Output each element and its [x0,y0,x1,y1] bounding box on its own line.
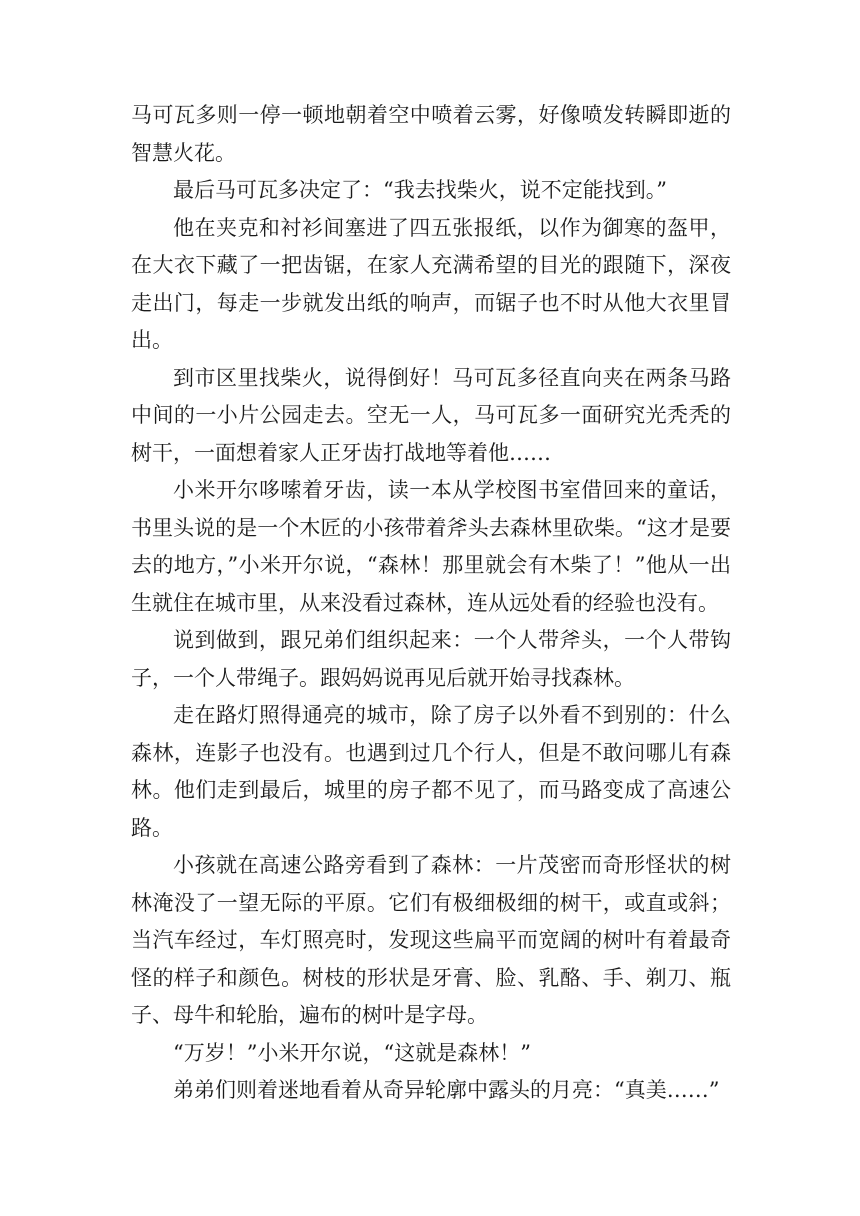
paragraph-8: 小孩就在高速公路旁看到了森林：一片茂密而奇形怪状的树林淹没了一望无际的平原。它们有极细极细的树干，或直或斜；当汽车经过，车灯照亮时，发现这些扁平而宽阔的树叶有着最奇怪的样子和颜色。树枝的形状是牙膏、脸、乳酪、手、剃刀、瓶子、母牛和轮胎，遍布的树叶是字母。 [131,853,731,1027]
body-text [131,97,731,1110]
paragraph-5: 小米开尔哆嗦着牙齿，读一本从学校图书室借回来的童话，书里头说的是一个木匠的小孩带着斧头去森林里砍柴。“这才是要去的地方，”小米开尔说，“森林！那里就会有木柴了！”他从一出生就住在城市里，从来没看过森林，连从远处看的经验也没有。 [131,478,731,615]
paragraph-9: “万岁！”小米开尔说，“这就是森林！” [173,1040,531,1065]
paragraph-6: 说到做到，跟兄弟们组织起来：一个人带斧头，一个人带钩子，一个人带绳子。跟妈妈说再见后就开始寻找森林。 [131,628,731,690]
paragraph-3: 他在夹克和衬衫间塞进了四五张报纸，以作为御寒的盔甲，在大衣下藏了一把齿锯，在家人充满希望的目光的跟随下，深夜走出门，每走一步就发出纸的响声，而锯子也不时从他大衣里冒出。 [131,215,731,352]
paragraph-2: 最后马可瓦多决定了：“我去找柴火，说不定能找到。” [173,178,667,202]
paragraph-7: 走在路灯照得通亮的城市，除了房子以外看不到别的：什么森林，连影子也没有。也遇到过几个行人，但是不敢问哪儿有森林。他们走到最后，城里的房子都不见了，而马路变成了高速公路。 [131,703,731,840]
paragraph-10: 弟弟们则着迷地看着从奇异轮廓中露头的月亮：“真美……” [173,1078,720,1102]
paragraph-4: 到市区里找柴火，说得倒好！马可瓦多径直向夹在两条马路中间的一小片公园走去。空无一人，马可瓦多一面研究光秃秃的树干，一面想着家人正牙齿打战地等着他…… [131,365,731,465]
paragraph-1: 马可瓦多则一停一顿地朝着空中喷着云雾，好像喷发转瞬即逝的智慧火花。 [131,103,731,165]
